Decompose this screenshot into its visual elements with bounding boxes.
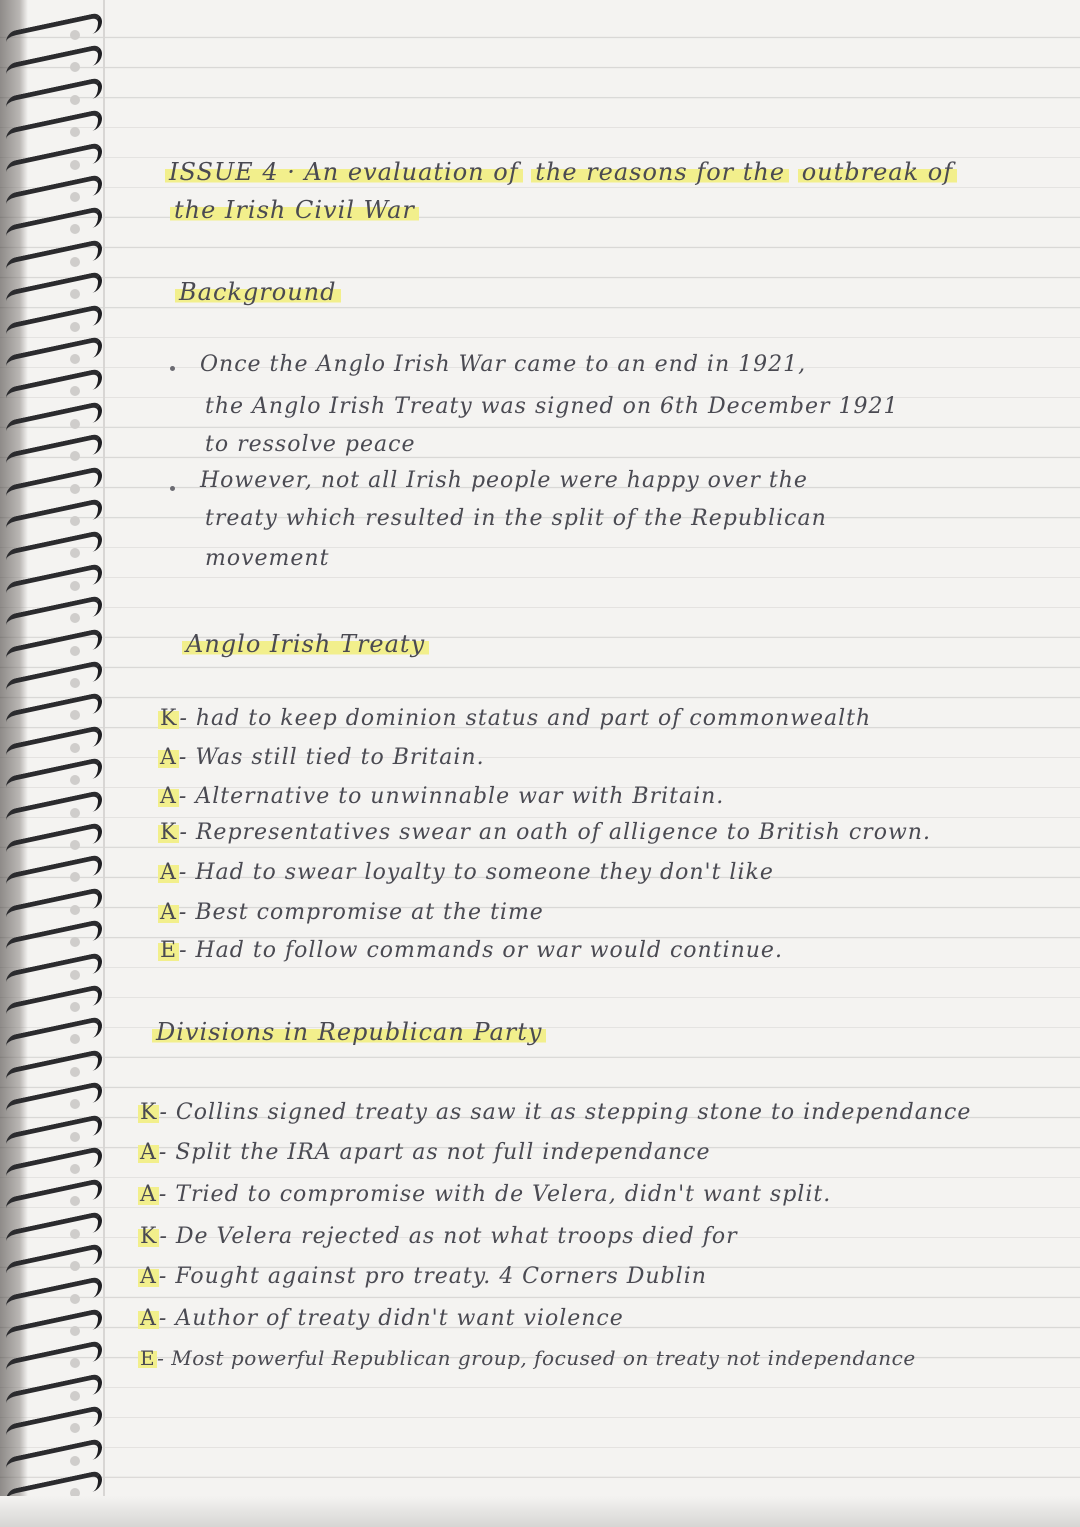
row-text: - Representatives swear an oath of alligence to British crown. <box>179 820 931 845</box>
row-text: - Author of treaty didn't want violence <box>158 1306 624 1331</box>
treaty-row <box>158 938 783 963</box>
treaty-row <box>158 706 871 731</box>
title-line-2-text: the Irish Civil War <box>170 196 419 224</box>
background-heading <box>175 278 341 306</box>
row-key: A <box>140 1140 157 1165</box>
row-text: - Alternative to unwinnable war with Britain. <box>178 784 725 809</box>
row-key: E <box>140 1346 156 1370</box>
row-key: A <box>160 745 177 770</box>
treaty-row <box>158 900 544 925</box>
row-key: K <box>160 820 178 845</box>
row-key: A <box>140 1306 157 1331</box>
row-key: A <box>140 1264 157 1289</box>
treaty-row <box>158 820 931 845</box>
row-key: E <box>160 938 178 963</box>
title-part-c: outbreak of <box>798 158 957 186</box>
row-text: - Best compromise at the time <box>178 900 544 925</box>
row-text: - De Velera rejected as not what troops died for <box>159 1224 738 1249</box>
divisions-row <box>138 1306 624 1331</box>
divisions-row <box>138 1182 831 1207</box>
row-text: - Collins signed treaty as saw it as stepping stone to independance <box>159 1100 972 1125</box>
row-key: A <box>160 900 177 925</box>
divisions-row <box>138 1224 738 1249</box>
row-key: K <box>160 706 178 731</box>
bullet-2-line-2: treaty which resulted in the split of the Republican <box>205 506 827 531</box>
title-line-2 <box>170 196 419 224</box>
row-key: A <box>160 784 177 809</box>
row-text: - had to keep dominion status and part of commonwealth <box>179 706 872 731</box>
background-heading-text: Background <box>175 278 341 306</box>
row-text: - Was still tied to Britain. <box>178 745 485 770</box>
row-text: - Tried to compromise with de Velera, didn't want split. <box>158 1182 832 1207</box>
divisions-heading-text: Divisions in Republican Party <box>152 1018 546 1046</box>
title-part-a: ISSUE 4 · An evaluation of <box>165 158 523 186</box>
row-text: - Most powerful Republican group, focused on treaty not independance <box>157 1346 916 1370</box>
bullet-1-line-1: Once the Anglo Irish War came to an end in 1921, <box>200 352 807 377</box>
page-bottom-edge <box>0 1496 1080 1527</box>
treaty-row <box>158 745 485 770</box>
row-text: - Fought against pro treaty. 4 Corners Dublin <box>158 1264 707 1289</box>
treaty-row <box>158 860 774 885</box>
bullet-2-line-3: movement <box>205 546 330 571</box>
treaty-heading <box>182 630 429 658</box>
treaty-heading-text: Anglo Irish Treaty <box>182 630 429 658</box>
divisions-row <box>138 1100 971 1125</box>
row-text: - Had to swear loyalty to someone they don't like <box>178 860 774 885</box>
divisions-heading <box>152 1018 546 1046</box>
bullet-1-dot <box>170 366 175 371</box>
row-key: K <box>140 1224 158 1249</box>
row-key: K <box>140 1100 158 1125</box>
title-line-1 <box>165 158 957 186</box>
row-text: - Had to follow commands or war would continue. <box>179 938 783 963</box>
row-key: A <box>160 860 177 885</box>
bullet-2-dot <box>170 486 175 491</box>
treaty-row <box>158 784 724 809</box>
bullet-1-line-2: the Anglo Irish Treaty was signed on 6th December 1921 <box>205 394 899 419</box>
divisions-row <box>138 1346 916 1370</box>
row-key: A <box>140 1182 157 1207</box>
divisions-row <box>138 1264 707 1289</box>
row-text: - Split the IRA apart as not full independance <box>158 1140 711 1165</box>
title-part-b: the reasons for the <box>531 158 789 186</box>
divisions-row <box>138 1140 711 1165</box>
bullet-2-line-1: However, not all Irish people were happy over the <box>200 468 808 493</box>
bullet-1-line-3: to ressolve peace <box>205 432 416 457</box>
